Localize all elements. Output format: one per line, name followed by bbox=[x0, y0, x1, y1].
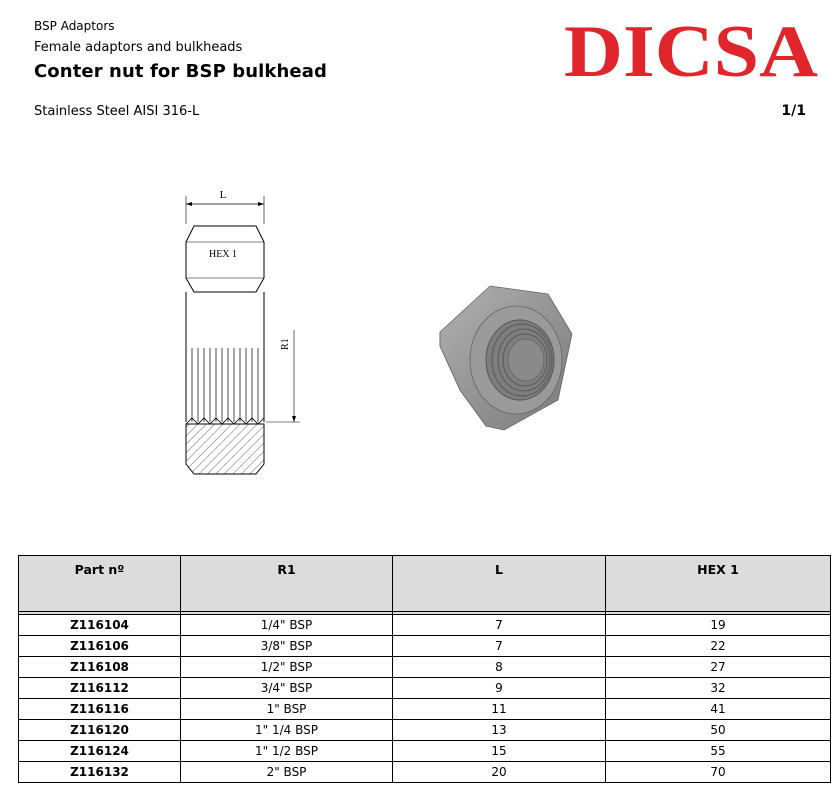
page-title: Conter nut for BSP bulkhead bbox=[34, 61, 327, 82]
header-part-no: Part nº bbox=[19, 556, 181, 612]
cell-part-no: Z116104 bbox=[19, 615, 181, 636]
table-row bbox=[19, 615, 831, 636]
cell-r1: 1" 1/4 BSP bbox=[181, 720, 393, 741]
table-row bbox=[19, 678, 831, 699]
table-row bbox=[19, 720, 831, 741]
cell-part-no: Z116108 bbox=[19, 657, 181, 678]
dim-hex-label: HEX 1 bbox=[208, 249, 238, 260]
page-number: 1/1 bbox=[781, 103, 806, 119]
cell-r1: 1" BSP bbox=[181, 699, 393, 720]
dicsa-logo bbox=[563, 16, 819, 82]
cell-r1: 3/8" BSP bbox=[181, 636, 393, 657]
category-label: BSP Adaptors bbox=[34, 19, 115, 33]
table-row bbox=[19, 762, 831, 783]
cell-r1: 1/4" BSP bbox=[181, 615, 393, 636]
cell-part-no: Z116120 bbox=[19, 720, 181, 741]
cell-hex1: 50 bbox=[606, 720, 831, 741]
cell-l: 8 bbox=[393, 657, 606, 678]
nut-technical-drawing bbox=[170, 180, 310, 480]
cell-hex1: 70 bbox=[606, 762, 831, 783]
cell-hex1: 55 bbox=[606, 741, 831, 762]
table-row bbox=[19, 699, 831, 720]
cell-hex1: 22 bbox=[606, 636, 831, 657]
cell-part-no: Z116106 bbox=[19, 636, 181, 657]
header-r1: R1 bbox=[181, 556, 393, 612]
cell-l: 7 bbox=[393, 636, 606, 657]
cell-part-no: Z116112 bbox=[19, 678, 181, 699]
subcategory-label: Female adaptors and bulkheads bbox=[34, 40, 243, 55]
logo-text: DICSA bbox=[564, 16, 818, 82]
cell-part-no: Z116132 bbox=[19, 762, 181, 783]
dim-r1-label: R1 bbox=[280, 338, 291, 350]
cell-hex1: 41 bbox=[606, 699, 831, 720]
cell-part-no: Z116124 bbox=[19, 741, 181, 762]
cell-l: 13 bbox=[393, 720, 606, 741]
cell-r1: 3/4" BSP bbox=[181, 678, 393, 699]
cell-l: 15 bbox=[393, 741, 606, 762]
cell-l: 11 bbox=[393, 699, 606, 720]
cell-hex1: 19 bbox=[606, 615, 831, 636]
nut-3d-render bbox=[430, 280, 580, 440]
parts-table bbox=[18, 555, 831, 783]
cell-r1: 1/2" BSP bbox=[181, 657, 393, 678]
header-hex1: HEX 1 bbox=[606, 556, 831, 612]
material-label: Stainless Steel AISI 316-L bbox=[34, 104, 200, 119]
cell-l: 7 bbox=[393, 615, 606, 636]
cell-hex1: 32 bbox=[606, 678, 831, 699]
table-row bbox=[19, 636, 831, 657]
header-l: L bbox=[393, 556, 606, 612]
table-row bbox=[19, 741, 831, 762]
table-row bbox=[19, 657, 831, 678]
cell-l: 9 bbox=[393, 678, 606, 699]
cell-hex1: 27 bbox=[606, 657, 831, 678]
cell-r1: 1" 1/2 BSP bbox=[181, 741, 393, 762]
cell-r1: 2" BSP bbox=[181, 762, 393, 783]
cell-part-no: Z116116 bbox=[19, 699, 181, 720]
cell-l: 20 bbox=[393, 762, 606, 783]
dim-l-label: L bbox=[219, 189, 227, 201]
